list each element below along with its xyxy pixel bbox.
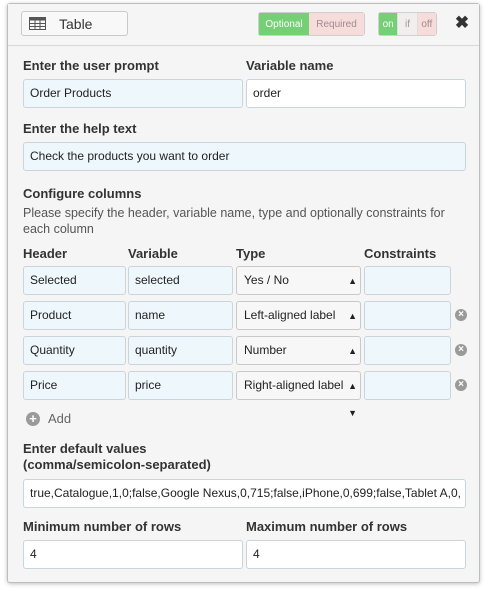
panel-header	[8, 4, 479, 46]
column-header-type: Type	[236, 246, 266, 261]
column-constraints-input[interactable]	[364, 266, 451, 295]
select-arrows-icon: ▲	[348, 346, 357, 356]
close-icon[interactable]: ✖	[454, 13, 470, 32]
column-constraints-input[interactable]	[364, 336, 451, 365]
column-type-select[interactable]	[236, 301, 361, 330]
select-arrows-icon: ▲ ▼	[348, 381, 357, 418]
min-rows-input[interactable]: 4	[23, 540, 243, 569]
column-constraints-input[interactable]	[364, 301, 451, 330]
column-header-input[interactable]: Product	[23, 301, 126, 330]
add-column-label: Add	[48, 411, 72, 426]
max-rows-input[interactable]: 4	[246, 540, 466, 569]
question-type-button[interactable]	[21, 11, 128, 36]
question-type-label: Table	[59, 16, 93, 32]
column-type-value: Right-aligned label	[244, 378, 344, 392]
column-variable-input[interactable]: quantity	[128, 336, 233, 365]
default-values-label: Enter default values	[23, 441, 147, 456]
default-values-hint: (comma/semicolon-separated)	[23, 457, 211, 472]
column-header-constraints: Constraints	[364, 246, 437, 261]
user-prompt-label: Enter the user prompt	[23, 58, 159, 73]
help-text-label: Enter the help text	[23, 121, 137, 136]
column-type-value: Left-aligned label	[244, 308, 336, 322]
max-rows-label: Maximum number of rows	[246, 519, 408, 534]
help-text-input[interactable]: Check the products you want to order	[23, 142, 466, 171]
configure-columns-label: Configure columns	[23, 186, 142, 201]
select-arrows-icon: ▲	[348, 276, 357, 286]
column-type-select[interactable]	[236, 371, 361, 418]
column-variable-input[interactable]: price	[128, 371, 233, 400]
optional-toggle[interactable]: Optional	[259, 13, 309, 35]
optional-required-toggle	[258, 12, 365, 36]
off-toggle[interactable]: off	[417, 13, 436, 35]
remove-column-icon[interactable]: ×	[455, 309, 467, 321]
min-rows-label: Minimum number of rows	[23, 519, 182, 534]
configure-columns-description: Please specify the header, variable name, type and optionally constraints for each column	[23, 206, 445, 236]
column-header-header: Header	[23, 246, 68, 261]
column-type-value: Number	[244, 343, 287, 357]
variable-name-label: Variable name	[246, 58, 334, 73]
column-variable-input[interactable]: selected	[128, 266, 233, 295]
column-header-input[interactable]: Quantity	[23, 336, 126, 365]
column-constraints-input[interactable]	[364, 371, 451, 400]
default-values-input[interactable]: true,Catalogue,1,0;false,Google Nexus,0,715;false,iPhone,0,699;false,Tablet A,0,	[23, 479, 466, 508]
remove-column-icon[interactable]: ×	[455, 344, 467, 356]
user-prompt-input[interactable]: Order Products	[23, 79, 243, 108]
if-toggle[interactable]: if	[397, 13, 416, 35]
column-type-select[interactable]	[236, 266, 361, 295]
on-if-off-toggle	[378, 12, 437, 36]
column-header-input[interactable]: Price	[23, 371, 126, 400]
plus-icon: +	[26, 412, 40, 426]
select-arrows-icon: ▲	[348, 311, 357, 321]
column-header-input[interactable]: Selected	[23, 266, 126, 295]
table-question-panel	[7, 3, 480, 583]
remove-column-icon[interactable]: ×	[455, 379, 467, 391]
column-type-value: Yes / No	[244, 273, 289, 287]
table-grid-icon	[29, 17, 46, 30]
column-variable-input[interactable]: name	[128, 301, 233, 330]
column-header-variable: Variable	[128, 246, 178, 261]
variable-name-input[interactable]: order	[246, 79, 466, 108]
required-toggle[interactable]: Required	[309, 13, 364, 35]
on-toggle[interactable]: on	[379, 13, 397, 35]
column-type-select[interactable]	[236, 336, 361, 365]
